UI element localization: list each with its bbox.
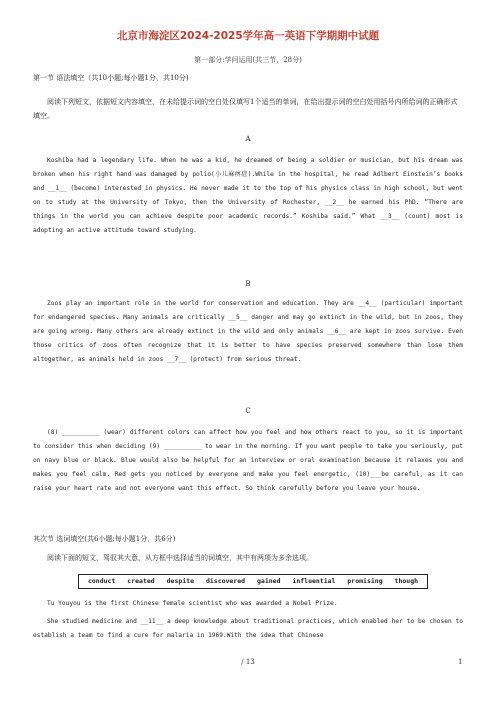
section1-heading: 第一节 语法填空（共10小题;每小题1分，共10分): [33, 74, 189, 82]
section1-instructions: 阅读下列短文，依据短文内容填空，在未给提示词的空白处仅填写1个适当的单词，在给出提示词的空白处用括号内所给词的正确形式填空。: [33, 98, 458, 120]
passage-a-text: Koshiba had a legendary life. When he was a kid, he dreamed of being a soldier or musician, but his dream was broken when his right hand was damaged by polio(小儿麻痹症).While in the hospital, he read Adlbert Einstein’s books and __1__ (become) interested in physics. He never made it to the top of his physics class in high school, but went on to study at the University of Tokyo, then the University of Rochester, __2__ he earned his PhD. “There are things in the world you can achieve despite poor academic records.” Koshiba said.” What __3__ (count) most is adopting an active attitude toward studying.: [33, 157, 463, 234]
page-count: / 13: [241, 658, 255, 666]
passage-b-label: B: [245, 280, 251, 288]
section2-instructions: 阅读下面的短文，驾驭其大意，从方框中选择适当的词填空，其中有两项为多余选项。: [47, 554, 313, 562]
word-option: conduct: [87, 577, 116, 585]
word-option: discovered: [205, 577, 246, 585]
section2-heading: 其次节 选词填空(共6小题;每小题1分，共6分): [33, 535, 176, 543]
passage-b-text: Zoos play an important role in the world for conservation and education. They are __4__ (particular) important for endangered species. Many animals are critically __5__ danger and may go extinct in the wild, but in zoos, they are going wrong. Many others are already extinct in the wild and only animals __6__ are kept in zoos survive. Even those critics of zoos often recognize that it is better to have species preserved somewhere than lose them altogether, as animals held in zoos __7__ (protect) from serious threat.: [33, 300, 463, 363]
passage-c-text: (8) __________ (wear) different colors can affect how you feel and how others react to you, so it is important to consider this when deciding (9) __________ to wear in the morning. If you want people to take you seriously, put on navy blue or black. Blue would also be helpful for an interview or oral examination because it relaxes you and makes you feel calm. Red gets you noticed by everyone and make you feel energetic, (10)___be careful, as it can raise your heart rate and not everyone want this effect. So think carefully before you leave your house.: [33, 429, 463, 492]
page-title: 北京市海淀区2024-2025学年高一英语下学期期中试题: [116, 30, 380, 42]
part-subtitle: 第一部分:学问运用(共三节，28分): [194, 56, 302, 64]
word-option: gained: [257, 577, 281, 585]
section2-para-1: Tu Youyou is the first Chinese female scientist who was awarded a Nobel Prize.: [47, 600, 338, 607]
passage-a-label: A: [245, 135, 251, 143]
word-option: though: [394, 577, 419, 585]
word-option: influential: [292, 577, 336, 585]
word-box: [78, 574, 428, 589]
passage-c-label: C: [245, 407, 251, 415]
page-number: 1: [458, 658, 463, 666]
section2-para-2: She studied medicine and __11__ a deep knowledge about traditional practices, which enabled her to be chosen to establish a team to find a cure for malaria in 1969.With the idea that Chinese: [33, 618, 463, 639]
word-option: created: [127, 577, 155, 585]
word-option: promising: [347, 577, 383, 585]
word-option: despite: [166, 577, 195, 585]
